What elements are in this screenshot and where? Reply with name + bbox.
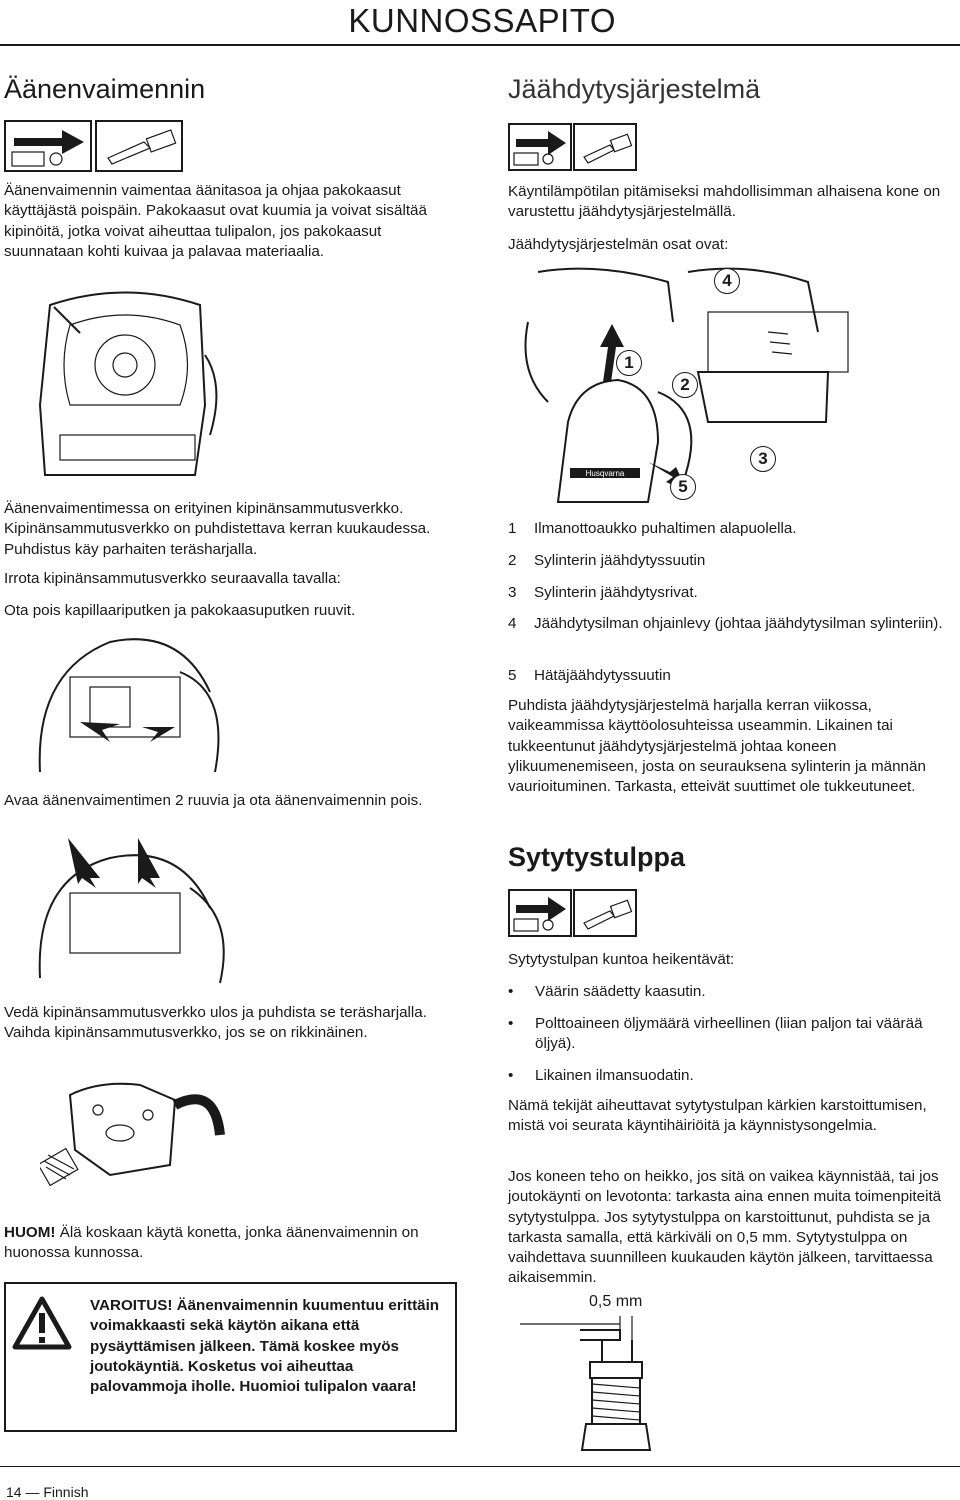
note-paragraph (4, 1223, 459, 1264)
cooling-intro: Käyntilämpötilan pitämiseksi mahdollisimman alhaisena kone on varustettu jäähdytysjärjestelmällä. (508, 183, 941, 221)
figure-brand-label: Husqvarna (585, 469, 625, 478)
paragraph-spark-screen: Äänenvaimentimessa on erityinen kipinänsammutusverkko. Kipinänsammutusverkko on puhdistettava kerran kuukaudessa. Puhdistus käy parhaiten teräsharjalla. (4, 500, 431, 558)
figure-cooling-system (508, 262, 958, 510)
section-heading-muffler: Äänenvaimennin (4, 74, 206, 104)
figure-remove-screws (30, 632, 240, 780)
callout-4: 4 (714, 268, 740, 294)
warning-triangle-icon (12, 1296, 72, 1350)
header-rule (0, 44, 960, 46)
muffler-intro: Äänenvaimennin vaimentaa äänitasoa ja ohjaa pakokaasut käyttäjästä poispäin. Pakokaasut ovat kuumia ja voivat sisältää kipinöitä, jotka voivat aiheuttaa tulipalon, jos pakokaasut suunnataan kohti kuivaa ja palavaa materiaalia. (4, 182, 427, 260)
page-number: 14 (6, 1484, 22, 1500)
brush-icon (574, 890, 636, 936)
section-heading-spark-plug: Sytytystulppa (508, 842, 686, 872)
spark-gap-label: 0,5 mm (589, 1293, 643, 1310)
note-label: HUOM! (4, 1224, 56, 1241)
engine-stop-arrow-icon (5, 121, 91, 171)
paragraph-remove-screen: Irrota kipinänsammutusverkko seuraavalla tavalla: (4, 570, 341, 587)
paragraph-clean-screen: Vedä kipinänsammutusverkko ulos ja puhdista se teräsharjalla. Vaihda kipinänsammutusverkko, jos se on rikkinäinen. (4, 1004, 427, 1042)
callout-3: 3 (750, 446, 776, 472)
figure-muffler-screen (40, 1075, 240, 1215)
figure-open-muffler (30, 838, 240, 988)
footer-dash: — (25, 1484, 40, 1500)
maintenance-icons-cooling (508, 123, 638, 173)
page-header-title: KUNNOSSAPITO (348, 2, 616, 39)
brush-icon (96, 121, 182, 171)
callout-1: 1 (616, 350, 642, 376)
callout-5: 5 (670, 474, 696, 500)
figure-blower-muffler (30, 285, 220, 485)
brush-icon (574, 124, 636, 170)
spark-paragraph-fouling: Nämä tekijät aiheuttavat sytytystulpan kärkien karstoittumisen, mistä voi seurata käyntihäiriöitä ja käynnistysongelmia. (508, 1097, 927, 1135)
cooling-cleaning-paragraph: Puhdista jäähdytysjärjestelmä harjalla kerran viikossa, vaikeammissa käyttöolosuhteissa useammin. Likainen tai tukkeentunut jäähdytysjärjestelmä johtaa koneen ylikuumenemiseen, josta on seurauksena sylinterin ja männän vaurioituminen. Tarkasta, etteivät suuttimet ole tukkeutuneet. (508, 697, 926, 796)
spark-arrest-screen-icon (40, 1149, 78, 1186)
maintenance-icons-spark (508, 889, 638, 939)
footer-language: Finnish (43, 1484, 89, 1500)
spark-paragraph-check: Jos koneen teho on heikko, jos sitä on vaikea käynnistää, tai jos joutokäynti on levotonta: tarkasta aina ennen muita toimenpiteitä sytytystulppa. Jos sytytystulppa on karstoittunut, puhdista se ja tarkasta samalla, että kärkiväli on 0,5 mm. Sytytystulppa on vaihdettava suunnilleen kuukauden käytön jälkeen, tarvittaessa aikaisemmin. (508, 1168, 942, 1287)
warning-text: VAROITUS! Äänenvaimennin kuumentuu erittäin voimakkaasti sekä käytön aikana että pysäyttämisen jälkeen. Tämä koskee myös joutokäyntiä. Kosketus voi aiheuttaa palovammoja iholle. Huomioi tulipalon vaara! (90, 1297, 440, 1396)
maintenance-icons (4, 120, 184, 172)
cooling-parts-title: Jäähdytysjärjestelmän osat ovat: (508, 236, 729, 253)
spark-intro: Sytytystulpan kuntoa heikentävät: (508, 951, 735, 968)
section-heading-cooling: Jäähdytysjärjestelmä (508, 74, 761, 104)
paragraph-open-muffler: Avaa äänenvaimentimen 2 ruuvia ja ota äänenvaimennin pois. (4, 792, 423, 809)
footer-rule (0, 1466, 960, 1467)
engine-stop-arrow-icon (509, 124, 571, 170)
figure-spark-plug (520, 1312, 680, 1462)
callout-2: 2 (672, 372, 698, 398)
engine-stop-arrow-icon (509, 890, 571, 936)
paragraph-remove-screws: Ota pois kapillaariputken ja pakokaasuputken ruuvit. (4, 602, 356, 619)
page-footer (6, 1484, 89, 1500)
note-text: Älä koskaan käytä konetta, jonka äänenvaimennin on huonossa kunnossa. (4, 1224, 419, 1262)
